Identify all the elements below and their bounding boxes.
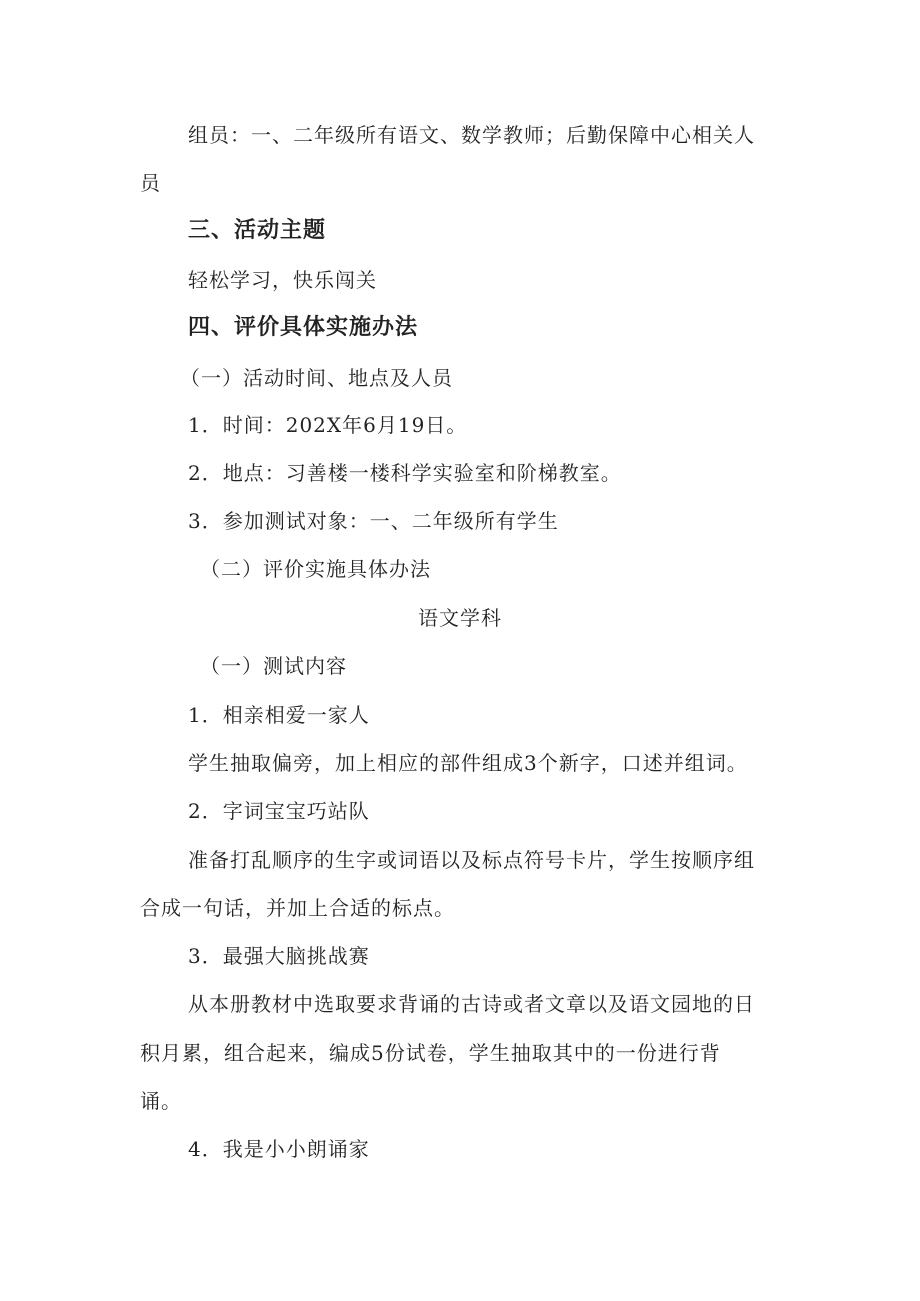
subject-title: 语文学科 <box>418 606 502 630</box>
item-1-title: 1．相亲相爱一家人 <box>188 703 370 727</box>
subsection-2-heading: （二）评价实施具体办法 <box>200 557 431 581</box>
item-1-description: 学生抽取偏旁，加上相应的部件组成3个新字，口述并组词。 <box>188 751 748 775</box>
item-place: 2．地点：习善楼一楼科学实验室和阶梯教室。 <box>188 461 622 485</box>
test-content-heading: （一）测试内容 <box>200 654 347 678</box>
item-2-description-line-1: 准备打乱顺序的生字或词语以及标点符号卡片，学生按顺序组 <box>188 848 755 872</box>
members-line-1: 组员：一、二年级所有语文、数学教师；后勤保障中心相关人 <box>188 123 755 147</box>
item-time: 1．时间：202X年6月19日。 <box>188 413 468 437</box>
activity-theme-text: 轻松学习，快乐闯关 <box>188 268 377 292</box>
section-3-heading: 三、活动主题 <box>188 218 327 243</box>
item-3-title: 3．最强大脑挑战赛 <box>188 944 370 968</box>
section-4-heading: 四、评价具体实施办法 <box>188 315 419 340</box>
members-line-2: 员 <box>140 171 161 195</box>
item-test-targets: 3．参加测试对象：一、二年级所有学生 <box>188 509 559 533</box>
item-2-title: 2．字词宝宝巧站队 <box>188 799 370 823</box>
item-4-title: 4．我是小小朗诵家 <box>188 1137 370 1161</box>
item-2-description-line-2: 合成一句话，并加上合适的标点。 <box>140 896 455 920</box>
item-3-description-line-2: 积月累，组合起来，编成5份试卷，学生抽取其中的一份进行背 <box>140 1041 721 1065</box>
item-3-description-line-1: 从本册教材中选取要求背诵的古诗或者文章以及语文园地的日 <box>188 992 755 1016</box>
item-3-description-line-3: 诵。 <box>140 1089 182 1113</box>
subsection-1-heading: （一）活动时间、地点及人员 <box>180 366 453 390</box>
